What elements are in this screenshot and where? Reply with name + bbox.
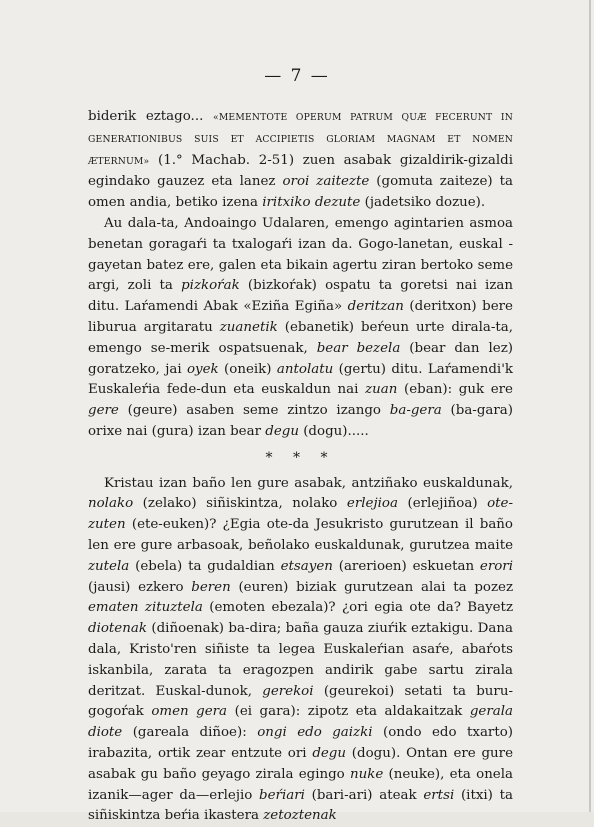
- page-number: — 7 —: [264, 66, 330, 86]
- italic-term: deritzan: [347, 299, 404, 315]
- body-text: [88, 107, 513, 827]
- paragraph-3: [88, 474, 513, 827]
- italic-term: pizkoŕak: [181, 278, 240, 294]
- italic-term: zetoztenak: [263, 808, 337, 824]
- italic-term: etsayen: [280, 558, 333, 574]
- text-run: (emoten ebezala)? ¿ori egia ote da? Bayetz: [202, 600, 513, 616]
- text-run: (itxi) ta siñiskintza beŕia ikastera: [88, 787, 513, 824]
- italic-term: oyek: [187, 361, 219, 377]
- section-separator: * * *: [265, 449, 336, 466]
- italic-term: degu: [265, 423, 299, 439]
- italic-term: nolako: [88, 496, 134, 512]
- text-run: (geurekoi) setati ta buru-gogoŕak: [88, 683, 513, 720]
- italic-term: omen gera: [151, 704, 228, 720]
- page-edge: [589, 0, 591, 812]
- text-run: (euren) biziak gurutzean alai ta pozez: [230, 579, 514, 595]
- text-run: (oneik): [218, 361, 277, 377]
- text-run: Au dala-ta, Andoaingo Udalaren, emengo agintarien asmoa benetan goragaŕi ta txalogaŕi izan da. Gogo-lanetan, euskal -gayetan batez ere, galen eta bikain agertu ziran bertoko seme argi, zoli ta: [88, 215, 513, 294]
- text-run: (zelako) siñiskintza, nolako: [133, 496, 347, 512]
- italic-term: ba-gera: [389, 403, 442, 419]
- italic-term: degu: [312, 745, 347, 761]
- text-run: (ei gara): zipotz eta aldakaitzak: [227, 704, 470, 720]
- italic-term: bear bezela: [316, 340, 401, 356]
- italic-term: erori: [479, 558, 513, 574]
- italic-term: gerekoi: [262, 683, 314, 699]
- text-run: (bear dan lez) goratzeko, jai: [88, 340, 513, 377]
- text-run: (bari-ari) ateak: [304, 787, 424, 803]
- text-run: (erlejiñoa): [397, 496, 488, 512]
- paragraph-2: [88, 214, 513, 443]
- text-run: (geure) asaben seme zintzo izango: [118, 403, 390, 419]
- italic-term: gere: [88, 403, 119, 419]
- text-run: (gareala diñoe):: [122, 725, 258, 741]
- italic-term: nuke: [349, 766, 384, 782]
- text-run: (jadetsiko dozue).: [360, 195, 486, 211]
- text-run: (arerioen) eskuetan: [332, 558, 480, 574]
- italic-term: ertsi: [423, 787, 455, 803]
- text-run: (bizkoŕak) ospatu ta goretsi nai izan ditu. Laŕamendi Abak «Eziña Egiña»: [88, 278, 513, 315]
- latin-quote: «MEMENTOTE OPERUM PATRUM QUÆ FECERUNT IN GENERATIONIBUS SUIS ET ACCIPIETIS GLORIAM MAGNAM ET NOMEN ÆTERNUM»: [88, 112, 513, 167]
- text-run: (ondo edo txarto) irabazita, ortik zear entzute ori: [88, 725, 513, 761]
- text-run: biderik eztago...: [88, 109, 213, 124]
- text-run: (ete-euken)? ¿Egia ote-da Jesukristo gurutzean il baño len ere gure arbasoak, beñolako euskaldunak, gurutzea maite: [88, 517, 513, 553]
- italic-term: diotenak: [88, 621, 147, 637]
- italic-term: oroi zaitezte: [282, 174, 370, 190]
- italic-term: antolatu: [276, 361, 334, 377]
- italic-term: ote-zuten: [88, 496, 513, 533]
- text-run: (ebanetik) beŕeun urte dirala-ta, emengo se-merik ospatsuenak,: [88, 319, 513, 356]
- text-run: (jausi) ezkero: [88, 579, 192, 595]
- text-run: Kristau izan baño len gure asabak, antziñako euskaldunak,: [104, 475, 513, 491]
- text-run: (1.° Machab. 2-51) zuen asabak gizaldirik-gizaldi egindako gauzez eta lanez: [88, 152, 513, 190]
- italic-term: zuan: [365, 382, 398, 398]
- italic-term: ongi edo gaizki: [257, 725, 373, 741]
- italic-term: beŕiari: [259, 787, 305, 803]
- italic-term: iritxiko dezute: [262, 195, 361, 211]
- text-run: (gomuta zaiteze) ta omen andia, betiko izena: [88, 174, 513, 211]
- text-run: (eban): guk ere: [397, 382, 513, 398]
- text-run: (dogu). Ontan ere gure asabak gu baño geyago zirala egingo: [88, 745, 513, 782]
- italic-term: zutela: [88, 558, 130, 574]
- text-run: (diñoenak) ba-dira; baña gauza ziuŕik eztakigu. Dana dala, Kristo'ren siñiste ta legea Euskaleŕian asaŕe, abaŕots iskanbila, zarata ta eragozpen andirik gabe sartu zirala deritzat. Euskal-dunok,: [88, 621, 513, 699]
- italic-term: gerala diote: [88, 704, 513, 741]
- text-run: (ba-gara) orixe nai (gura) izan bear: [88, 403, 513, 439]
- paragraph-1: [88, 107, 513, 214]
- text-run: (deritxon) bere liburua argitaratu: [88, 299, 513, 335]
- italic-term: zuanetik: [219, 319, 278, 335]
- text-run: (gertu) ditu. Laŕamendi'k Euskaleŕia fede-dun eta euskaldun nai: [88, 361, 513, 398]
- italic-term: erlejioa: [346, 496, 398, 512]
- text-run: (dogu).....: [298, 423, 369, 439]
- italic-term: beren: [191, 579, 231, 595]
- text-run: (ebela) ta gudaldian: [129, 558, 281, 574]
- italic-term: ematen zituztela: [88, 600, 203, 616]
- text-run: (neuke), eta onela izanik—ager da—erlejio: [88, 766, 514, 803]
